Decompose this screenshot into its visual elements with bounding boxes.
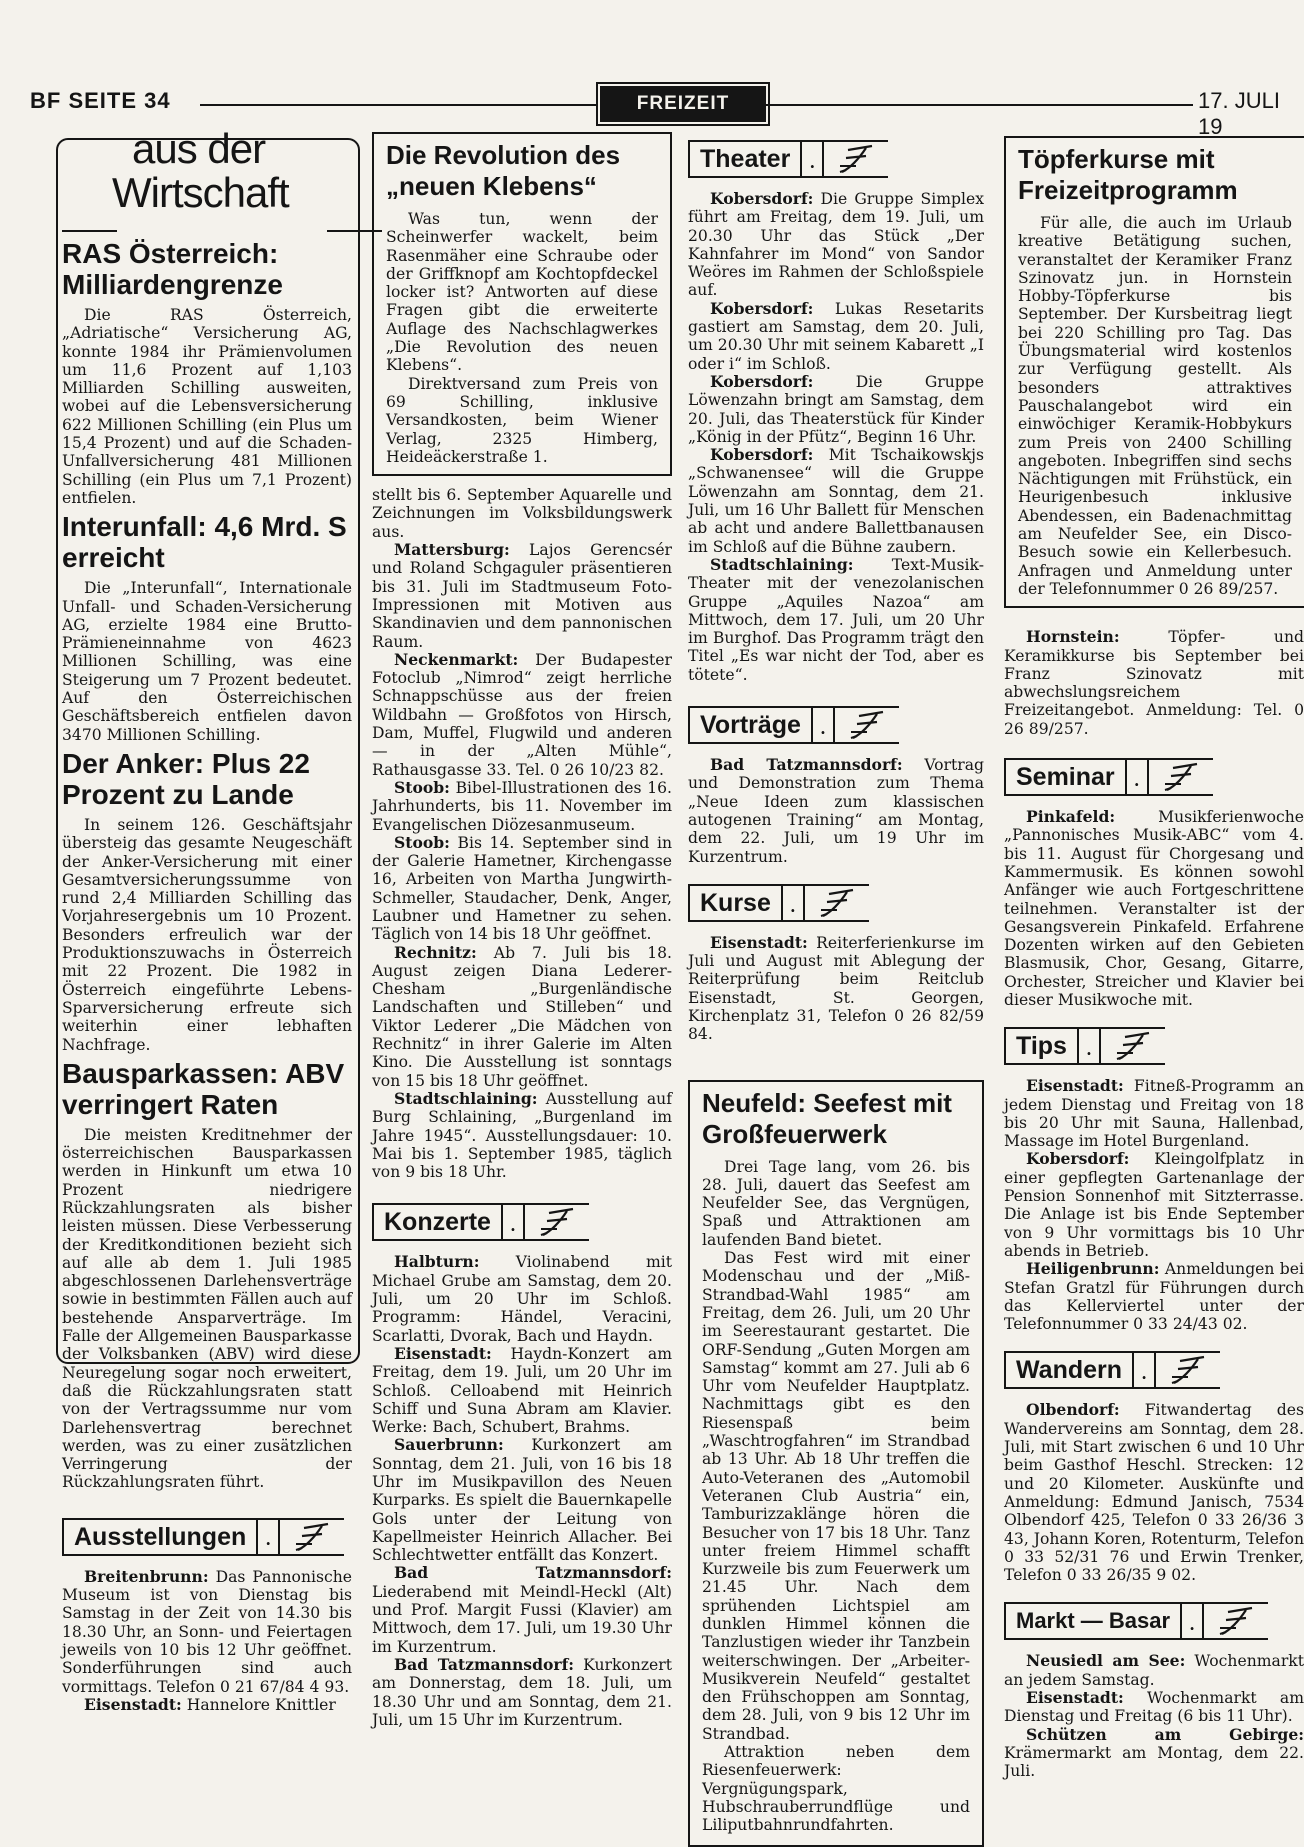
issue-date: 17. JULI 19 <box>1198 88 1280 139</box>
feature-text: Drei Tage lang, vom 26. bis 28. Juli, dauert das Seefest am Neufelder See, das Vergnügen, Spaß und Attraktionen am laufenden Band bietet. <box>702 1157 970 1249</box>
rubric-seminar <box>1004 758 1304 796</box>
feature-box-kleben <box>372 132 672 476</box>
pen-icon <box>525 1203 589 1241</box>
pen-icon <box>824 140 888 178</box>
rubric-dot: . <box>503 1203 525 1241</box>
listing-entry: Eisenstadt: Haydn-Konzert am Freitag, dem 19. Juli, um 20 Uhr im Schloß. Celloabend mit Heinrich Schiff und Suna Abram am Klavier. Werke: Bach, Schubert, Brahms. <box>372 1343 672 1437</box>
listing-entry: Eisenstadt: Fitneß-Programm an jedem Dienstag und Freitag von 18 bis 20 Uhr mit Sauna, Hallenbad, Massage im Hotel Burgenland. <box>1004 1076 1304 1151</box>
feature-text: Direktversand zum Preis von 69 Schilling, inklusive Versandkosten, beim Wiener Verlag, 2325 Himberg, Heideäckerstraße 1. <box>386 374 658 466</box>
article-heading: Bausparkassen: ABV verringert Raten <box>62 1057 345 1120</box>
listing-entry: Hornstein: Töpfer- und Keramikkurse bis September bei Franz Szinovatz mit abwechslungsreichem Freizeitangebot. Anmeldung: Tel. 0 26 89/257. <box>1004 627 1304 738</box>
rubric-label: Vorträge <box>688 706 813 744</box>
listing-entry: Pinkafeld: Musikferienwoche „Pannonisches Musik-ABC“ vom 4. bis 11. August für Chorgesang und Kammermusik. Es können sowohl Anfänger wie auch Fortgeschrittene teilnehmen. Veranstalter ist der Gesangsverein Pinkafeld. Erfahrene Dozenten wirken auf den Gebieten Blasmusik, Chor, Gesang, Gitarre, Orchester, Streicher und Klavier bei dieser Musikwoche mit. <box>1004 807 1304 1009</box>
listing-entry: Bad Tatzmannsdorf: Vortrag und Demonstration zum Thema „Neue Ideen zum klassischen autogenen Training“ am Montag, dem 22. Juli, um 19 Uhr im Kurzentrum. <box>688 755 984 866</box>
feature-title: Die Revolution des „neuen Klebens“ <box>386 140 621 201</box>
rubric-wandern <box>1004 1351 1304 1389</box>
rubric-dot: . <box>783 884 805 922</box>
listing-entry: Neckenmarkt: Der Budapester Fotoclub „Nimrod“ zeigt herrliche Schnappschüsse aus der freien Wildbahn — Großfotos von Hirsch, Dam, Muffel, Flugwild und anderen — in der „Alten Mühle“, Rathausgasse 33. Tel. 0 26 10/23 82. <box>372 649 672 779</box>
rubric-dot: . <box>1134 1351 1156 1389</box>
wirtschaft-line-2: Wirtschaft <box>112 169 289 216</box>
page-number: BF SEITE 34 <box>30 88 171 113</box>
article-text: Die meisten Kreditnehmer der österreichischen Bausparkassen werden in Hinkunft um etwa 10 Prozent niedrigere Rückzahlungsraten als bisher leisten müssen. Diese Verbesserung der Kreditkonditionen bezieht sich auf alle ab dem 1. Juli 1985 abgeschlossenen Darlehensverträge sowie in bestimmten Fällen auch auf bestehende Ansparverträge. Im Falle der Allgemeinen Bausparkasse der Volksbanken (ABV) wird diese Neuregelung sogar noch erweitert, daß die Rückzahlungsraten statt von der Vertragssumme nur vom Darlehensvertrag berechnet werden, was zu einer zusätzlichen Verringerung der Rückzahlungsraten führt. <box>62 1125 352 1492</box>
listing-entry: Kobersdorf: Kleingolfplatz in einer gepflegten Gartenanlage der Pension Sonnenhof mit Sitzterrasse. Die Anlage ist bis Ende September von 9 Uhr vormittags bis 10 Uhr abends in Betrieb. <box>1004 1149 1304 1260</box>
feature-text: Was tun, wenn der Scheinwerfer wackelt, beim Rasenmäher eine Schraube oder der Griffknopf am Kochtopfdeckel locker ist? Antworten auf diese Fragen gibt die erweiterte Auflage des Nachschlagwerkes „Die Revolution des neuen Klebens“. <box>386 210 658 375</box>
rubric-vortraege <box>688 706 984 744</box>
pen-icon <box>1156 1351 1220 1389</box>
listing-continuation: stellt bis 6. September Aquarelle und Zeichnungen im Volksbildungswerk aus. <box>372 486 672 541</box>
rubric-dot: . <box>258 1518 280 1556</box>
rubric-tips <box>1004 1027 1304 1065</box>
listing-entry: Breitenbrunn: Das Pannonische Museum ist von Dienstag bis Samstag in der Zeit von 14.30 bis 18.30 Uhr, an Sonn- und Feiertagen jeweils von 10 bis 12 Uhr geöffnet. Sonderführungen sind auch vormittags. Telefon 0 21 67/84 4 93. <box>62 1566 352 1696</box>
rubric-dot: . <box>1127 758 1149 796</box>
page-header <box>30 88 1290 139</box>
header-rule-right <box>765 104 1193 106</box>
column-4-clip <box>998 136 1304 1800</box>
rubric-dot: . <box>1079 1027 1101 1065</box>
rubric-label: Wandern <box>1004 1351 1134 1389</box>
feature-box-toepfer <box>1004 136 1304 608</box>
article-heading: Interunfall: 4,6 Mrd. S erreicht <box>62 511 347 574</box>
rubric-konzerte <box>372 1203 672 1241</box>
column-2 <box>372 132 672 1729</box>
rubric-ausstellungen <box>62 1518 352 1556</box>
listing-entry: Neusiedl am See: Wochenmarkt an jedem Samstag. <box>1004 1651 1304 1689</box>
listing-entry: Halbturn: Violinabend mit Michael Grube am Samstag, dem 20. Juli, um 20 Uhr im Schloß. Programm: Händel, Veracini, Scarlatti, Dvorak, Bach und Haydn. <box>372 1252 672 1345</box>
article-heading: Der Anker: Plus 22 Prozent zu Lande <box>62 747 310 810</box>
listing-entry: Stoob: Bis 14. September sind in der Galerie Hametner, Kirchengasse 16, Arbeiten von Martha Jungwirth-Schmeller, Staudacher, Denk, Anger, Laubner und Hametner zu sehen. Täglich von 14 bis 18 Uhr geöffnet. <box>372 832 672 944</box>
wirtschaft-box-frame <box>56 125 360 1364</box>
rubric-label: Kurse <box>688 884 783 922</box>
rubric-label: Ausstellungen <box>62 1518 258 1556</box>
feature-box-seefest <box>688 1080 984 1847</box>
article-text: In seinem 126. Geschäftsjahr übersteig das gesamte Neugeschäft der Anker-Versicherung mit einer Gesamtversicherungssumme von rund 2,4 Milliarden Schilling das Vorjahresergebnis um 10 Prozent. Besonders erfreulich war der Produktionszuwachs in Österreich mit 22 Prozent. Die 1982 in Österreich eingeführte Lebens-Sparversicherung erfreute sich weiterhin einer lebhaften Nachfrage. <box>62 815 352 1054</box>
listing-entry: Kobersdorf: Die Gruppe Löwenzahn bringt am Samstag, dem 20. Juli, das Theaterstück für Kinder „König in der Pfütz“, Beginn 16 Uhr. <box>688 371 984 446</box>
column-3 <box>688 136 984 1847</box>
wirtschaft-line-1: aus der <box>132 125 266 172</box>
rubric-dot: . <box>1182 1602 1204 1640</box>
listing-entry: Stoob: Bibel-Illustrationen des 16. Jahrhunderts, bis 11. November im Evangelischen Diözesanmuseum. <box>372 777 672 834</box>
article-heading: RAS Österreich: Milliardengrenze <box>62 238 283 300</box>
pen-icon <box>805 884 869 922</box>
rubric-label: Theater <box>688 140 802 178</box>
pen-icon <box>1149 758 1213 796</box>
listing-entry: Kobersdorf: Lukas Resetarits gastiert am Samstag, dem 20. Juli, um 20.30 Uhr mit seinem Kabarett „I oder i“ im Schloß. <box>688 298 984 373</box>
header-rule-left <box>200 104 600 106</box>
pen-icon <box>835 706 899 744</box>
pen-icon <box>280 1518 344 1556</box>
rubric-kurse <box>688 884 984 922</box>
feature-text: Für alle, die auch im Urlaub kreative Betätigung suchen, veranstaltet der Keramiker Franz Szinovatz jun. in Hornstein Hobby-Töpferkurse bis September. Der Kursbeitrag liegt bei 220 Schilling pro Tag. Das Übungsmaterial wird kostenlos zur Verfügung gestellt. Als besonders attraktives Pauschalangebot wird ein einwöchiger Keramik-Hobbykurs zum Preis von 2400 Schilling angeboten. Inbegriffen sind sechs Nächtigungen mit Frühstück, ein Heurigenbesuch inklusive Abendessen, ein Badenachmittag am Neufelder See, ein Disco-Besuch sowie ein Kellerbesuch. Anfragen und Anmeldung unter der Telefonnummer 0 26 89/257. <box>1018 214 1292 598</box>
listing-entry: Mattersburg: Lajos Gerencsér und Roland Schgaguler präsentieren bis 31. Juli im Stadtmuseum Foto-Impressionen mit Motiven aus Skandinavien und dem pannonischen Raum. <box>372 540 672 651</box>
listing-entry: Rechnitz: Ab 7. Juli bis 18. August zeigen Diana Lederer-Chesham „Burgenländische Landschaften und Stilleben“ und Viktor Lederer „Die Mädchen von Rechnitz“ in ihrer Galerie im Alten Kino. Die Ausstellung ist sonntags von 15 bis 18 Uhr geöffnet. <box>372 942 672 1090</box>
listing-entry: Heiligenbrunn: Anmeldungen bei Stefan Gratzl für Führungen durch das Kellerviertel unter der Telefonnummer 0 33 24/43 02. <box>1004 1259 1304 1334</box>
feature-title: Töpferkurse mit Freizeitprogramm <box>1018 144 1238 205</box>
listing-entry: Kobersdorf: Mit Tschaikowskjs „Schwanensee“ will die Gruppe Löwenzahn am Sonntag, dem 21. Juli, um 16 Uhr Ballett für Menschen ab acht und andere Ballettbanausen im Schloß auf die Bühne zaubern. <box>688 445 984 556</box>
rubric-markt-basar <box>1004 1602 1304 1640</box>
listing-entry: Olbendorf: Fitwandertag des Wandervereins am Sonntag, dem 28. Juli, mit Start zwischen 6 und 10 Uhr beim Gasthof Heschl. Strecken: 12 und 20 Kilometer. Auskünfte und Anmeldung: Edmund Janisch, 7534 Olbendorf 425, Telefon 0 33 26/36 3 43, Johann Koren, Rotenturm, Telefon 0 33 52/31 76 und Erwin Trenker, Telefon 0 33 26/35 9 02. <box>1004 1400 1304 1585</box>
listing-entry: Schützen am Gebirge: Krämermarkt am Montag, dem 22. Juli. <box>1004 1724 1304 1781</box>
listing-entry: Eisenstadt: Hannelore Knittler <box>84 1694 336 1714</box>
listing-entry: Sauerbrunn: Kurkonzert am Sonntag, dem 21. Juli, von 16 bis 18 Uhr im Musikpavillon des Neuen Kurparks. Es spielt die Bauernkapelle Gols unter der Leitung von Kapellmeister Heinrich Allacher. Bei Schlechtwetter entfällt das Konzert. <box>372 1435 672 1565</box>
column-4 <box>1004 136 1304 1780</box>
rubric-label: Tips <box>1004 1027 1079 1065</box>
listing-entry: Bad Tatzmannsdorf: Kurkonzert am Donnerstag, dem 18. Juli, um 18.30 Uhr und am Sonntag, dem 21. Juli, um 15 Uhr im Kurzentrum. <box>372 1654 672 1729</box>
article-text: Die RAS Österreich, „Adriatische“ Versicherung AG, konnte 1984 ihr Prämienvolumen um 11,6 Prozent auf 1,103 Milliarden Schilling ausweiten, wobei auf die Lebensversicherung 622 Millionen Schilling (ein Plus um 15,4 Prozent) und auf die Schaden-Unfallversicherung 481 Millionen Schilling (ein Plus um 7,1 Prozent) entfielen. <box>62 306 352 507</box>
feature-text: Attraktion neben dem Riesenfeuerwerk: Vergnügungspark, Hubschrauberrundflüge und Liliputbahnrundfahrten. <box>702 1743 970 1835</box>
listing-entry: Bad Tatzmannsdorf: Liederabend mit Meindl-Heckl (Alt) und Prof. Margit Fussi (Klavier) am Mittwoch, dem 17. Juli, um 19.30 Uhr im Kurzentrum. <box>372 1563 672 1656</box>
pen-icon <box>1101 1027 1165 1065</box>
rubric-theater <box>688 140 984 178</box>
listing-entry: Eisenstadt: Wochenmarkt am Dienstag und Freitag (6 bis 11 Uhr). <box>1004 1688 1304 1726</box>
feature-title: Neufeld: Seefest mit Großfeuerwerk <box>702 1087 952 1149</box>
rubric-dot: . <box>813 706 835 744</box>
pen-icon <box>1204 1602 1268 1640</box>
rubric-dot: . <box>802 140 824 178</box>
section-label: FREIZEIT <box>600 86 766 122</box>
article-text: Die „Interunfall“, Internationale Unfall- und Schaden-Versicherung AG, erzielte 1984 eine Brutto-Prämieneinnahme von 4623 Millionen Schilling, was eine Steigerung um 7 Prozent bedeutet. Auf den Österreichischen Geschäftsbereich entfielen davon 3470 Millionen Schilling. <box>62 579 352 744</box>
rubric-label: Markt — Basar <box>1004 1602 1182 1640</box>
feature-text: Das Fest wird mit einer Modenschau und der „Miß-Strandbad-Wahl 1985“ am Freitag, dem 26. Juli, um 20 Uhr im Seerestaurant gestartet. Die ORF-Sendung „Guten Morgen am Samstag“ kommt am 27. Juli ab 6 Uhr vom Neufelder Hauptplatz. Nachmittags gibt es den Riesenspaß beim „Waschtrogfahren“ im Strandbad ab 13 Uhr. Ab 18 Uhr treffen die Auto-Veteranen des „Automobil Veteranen Club Austria“ ein, Tamburizzaklänge hören die Besucher von 17 bis 18 Uhr. Tanz unter freiem Himmel schafft Kurzweile bis zum Feuerwerk um 21.45 Uhr. Nach dem sprühenden Lichtspiel am dunklen Himmel können die Tanzlustigen wieder ihr Tanzbein weiterschwingen. Der „Arbeiter-Musikverein Neufeld“ gestaltet den Frühschoppen am Sonntag, dem 28. Juli, von 9 bis 12 Uhr im Strandbad. <box>702 1249 970 1743</box>
rubric-label: Konzerte <box>372 1203 503 1241</box>
listing-entry: Stadtschlaining: Ausstellung auf Burg Schlaining, „Burgenland im Jahre 1945“. Ausstellungsdauer: 10. Mai bis 1. September 1985, täglich von 9 bis 18 Uhr. <box>372 1088 672 1182</box>
listing-entry: Eisenstadt: Reiterferienkurse im Juli und August mit Ablegung der Reiterprüfung beim Reitclub Eisenstadt, St. Georgen, Kirchenplatz 31, Telefon 0 26 82/59 84. <box>688 932 984 1044</box>
listing-entry: Stadtschlaining: Text-Musik-Theater mit der venezolanischen Gruppe „Aquiles Nazoa“ am Mittwoch, dem 17. Juli, um 20 Uhr im Burghof. Das Programm trägt den Titel „Es war nicht der Tod, aber es tötete“. <box>688 554 984 684</box>
rubric-label: Seminar <box>1004 758 1127 796</box>
listing-entry: Kobersdorf: Die Gruppe Simplex führt am Freitag, dem 19. Juli, um 20.30 Uhr das Stück „Der Kahnfahrer im Mond“ von Sandor Weöres im Rahmen der Schloßspiele auf. <box>688 189 984 300</box>
